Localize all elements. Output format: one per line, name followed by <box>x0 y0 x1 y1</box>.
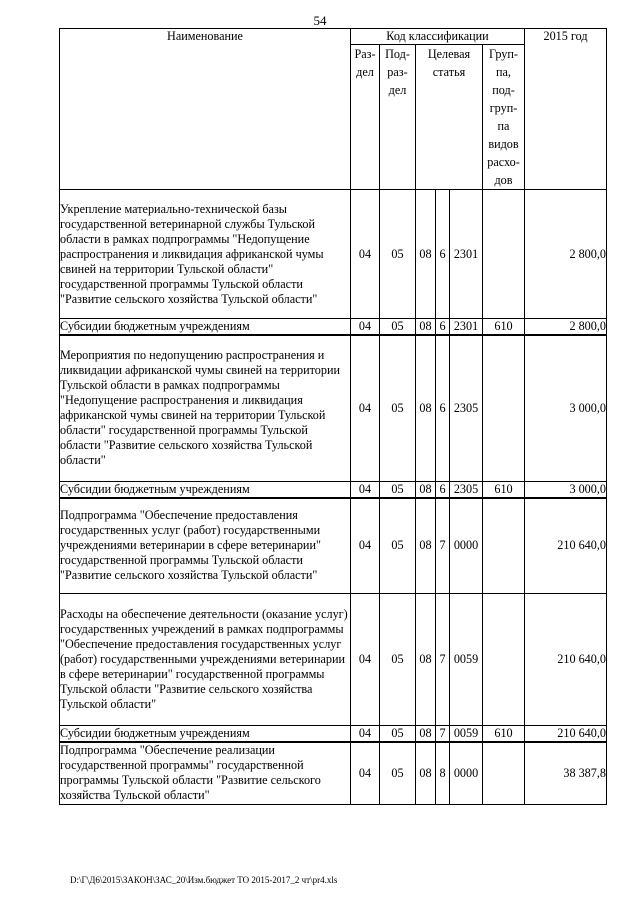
target-direction-cell: 0000 <box>450 742 483 804</box>
header-line: груп- <box>489 101 518 115</box>
section-cell: 04 <box>351 481 380 498</box>
target-direction-cell: 0059 <box>450 726 483 743</box>
expense-group-cell <box>483 335 525 481</box>
subsection-cell: 05 <box>380 498 416 594</box>
name-cell: Расходы на обеспечение деятельности (оказание услуг) государственных учреждений в рамках подпрограммы "Обеспечение предоставления государственных услуг (работ) государственными учреждениями ветеринарии в сфере ветеринарии" государственной программы Тульской области "Развитие сельского хозяйства Тульской области" <box>60 594 351 726</box>
target-program-cell: 08 <box>416 319 436 336</box>
section-cell: 04 <box>351 319 380 336</box>
amount-cell: 210 640,0 <box>525 594 607 726</box>
table-row <box>60 498 607 594</box>
table-row <box>60 594 607 726</box>
table-row <box>60 481 607 498</box>
header-row <box>60 29 607 45</box>
table-row <box>60 726 607 743</box>
header-line: видов <box>488 137 519 151</box>
expense-group-cell: 610 <box>483 319 525 336</box>
budget-table <box>59 28 607 805</box>
expense-group-cell <box>483 594 525 726</box>
expense-group-cell <box>483 190 525 319</box>
name-cell: Мероприятия по недопущению распространения и ликвидации африканской чумы свиней на территории Тульской области в рамках подпрограммы "Недопущение распространения и ликвидация африканской чумы свиней на территории Тульской области" государственной программы Тульской области "Развитие сельского хозяйства Тульской области" <box>60 335 351 481</box>
section-cell: 04 <box>351 498 380 594</box>
expense-group-cell <box>483 498 525 594</box>
amount-cell: 210 640,0 <box>525 726 607 743</box>
header-line: расхо- <box>487 155 520 169</box>
target-direction-cell: 0059 <box>450 594 483 726</box>
name-cell: Подпрограмма "Обеспечение предоставления государственных услуг (работ) государственными учреждениями ветеринарии в сфере ветеринарии" государственной программы Тульской области "Развитие сельского хозяйства Тульской области" <box>60 498 351 594</box>
target-direction-cell: 2305 <box>450 335 483 481</box>
expense-group-header <box>483 45 525 190</box>
target-program-cell: 08 <box>416 726 436 743</box>
amount-cell: 38 387,8 <box>525 742 607 804</box>
section-cell: 04 <box>351 335 380 481</box>
target-subprogram-cell: 6 <box>436 319 450 336</box>
amount-cell: 3 000,0 <box>525 481 607 498</box>
target-program-cell: 08 <box>416 594 436 726</box>
header-line: Целевая <box>427 47 471 61</box>
target-program-cell: 08 <box>416 190 436 319</box>
name-cell: Подпрограмма "Обеспечение реализации государственной программы" государственной программы Тульской области "Развитие сельского хозяйства Тульской области" <box>60 742 351 804</box>
name-cell: Укрепление материально-технической базы государственной ветеринарной службы Тульской области в рамках подпрограммы "Недопущение распространения и ликвидация африканской чумы свиней на территории Тульской области" государственной программы Тульской области "Развитие сельского хозяйства Тульской области" <box>60 190 351 319</box>
table-row <box>60 190 607 319</box>
target-program-cell: 08 <box>416 335 436 481</box>
header-line: Раз- <box>354 47 376 61</box>
target-subprogram-cell: 7 <box>436 726 450 743</box>
expense-group-cell: 610 <box>483 726 525 743</box>
target-article-header <box>416 45 483 190</box>
header-line: па, <box>496 65 511 79</box>
subsection-cell: 05 <box>380 335 416 481</box>
section-cell: 04 <box>351 726 380 743</box>
target-direction-cell: 0000 <box>450 498 483 594</box>
file-path-footer: D:\Г\Д6\2015\ЗАКОН\ЗАС_20\Изм.бюджет ТО 2015-2017_2 чт\pr4.xls <box>70 875 338 885</box>
table-row <box>60 335 607 481</box>
header-line: дов <box>494 173 513 187</box>
expense-group-cell: 610 <box>483 481 525 498</box>
header-line: дел <box>388 83 407 97</box>
target-subprogram-cell: 6 <box>436 335 450 481</box>
target-direction-cell: 2301 <box>450 190 483 319</box>
name-header: Наименование <box>60 29 351 190</box>
year-header: 2015 год <box>525 29 607 190</box>
table-row <box>60 742 607 804</box>
header-line: раз- <box>387 65 408 79</box>
subsection-cell: 05 <box>380 594 416 726</box>
target-direction-cell: 2305 <box>450 481 483 498</box>
subsection-header <box>380 45 416 190</box>
subsection-cell: 05 <box>380 726 416 743</box>
target-subprogram-cell: 6 <box>436 481 450 498</box>
header-line: Груп- <box>489 47 518 61</box>
subsection-cell: 05 <box>380 319 416 336</box>
target-program-cell: 08 <box>416 498 436 594</box>
page-number: 54 <box>313 13 327 28</box>
name-cell: Субсидии бюджетным учреждениям <box>60 481 351 498</box>
amount-cell: 2 800,0 <box>525 190 607 319</box>
classification-header: Код классификации <box>351 29 525 45</box>
amount-cell: 210 640,0 <box>525 498 607 594</box>
table-row <box>60 319 607 336</box>
subsection-cell: 05 <box>380 742 416 804</box>
header-line: статья <box>432 65 466 79</box>
section-cell: 04 <box>351 594 380 726</box>
name-cell: Субсидии бюджетным учреждениям <box>60 726 351 743</box>
header-line: под- <box>492 83 515 97</box>
amount-cell: 3 000,0 <box>525 335 607 481</box>
target-program-cell: 08 <box>416 742 436 804</box>
header-line: Под- <box>385 47 410 61</box>
section-cell: 04 <box>351 742 380 804</box>
section-header <box>351 45 380 190</box>
target-subprogram-cell: 6 <box>436 190 450 319</box>
header-line: па <box>497 119 510 133</box>
amount-cell: 2 800,0 <box>525 319 607 336</box>
section-cell: 04 <box>351 190 380 319</box>
header-line: дел <box>356 65 374 79</box>
name-cell: Субсидии бюджетным учреждениям <box>60 319 351 336</box>
target-subprogram-cell: 7 <box>436 498 450 594</box>
target-program-cell: 08 <box>416 481 436 498</box>
subsection-cell: 05 <box>380 481 416 498</box>
target-direction-cell: 2301 <box>450 319 483 336</box>
subsection-cell: 05 <box>380 190 416 319</box>
target-subprogram-cell: 7 <box>436 594 450 726</box>
target-subprogram-cell: 8 <box>436 742 450 804</box>
expense-group-cell <box>483 742 525 804</box>
